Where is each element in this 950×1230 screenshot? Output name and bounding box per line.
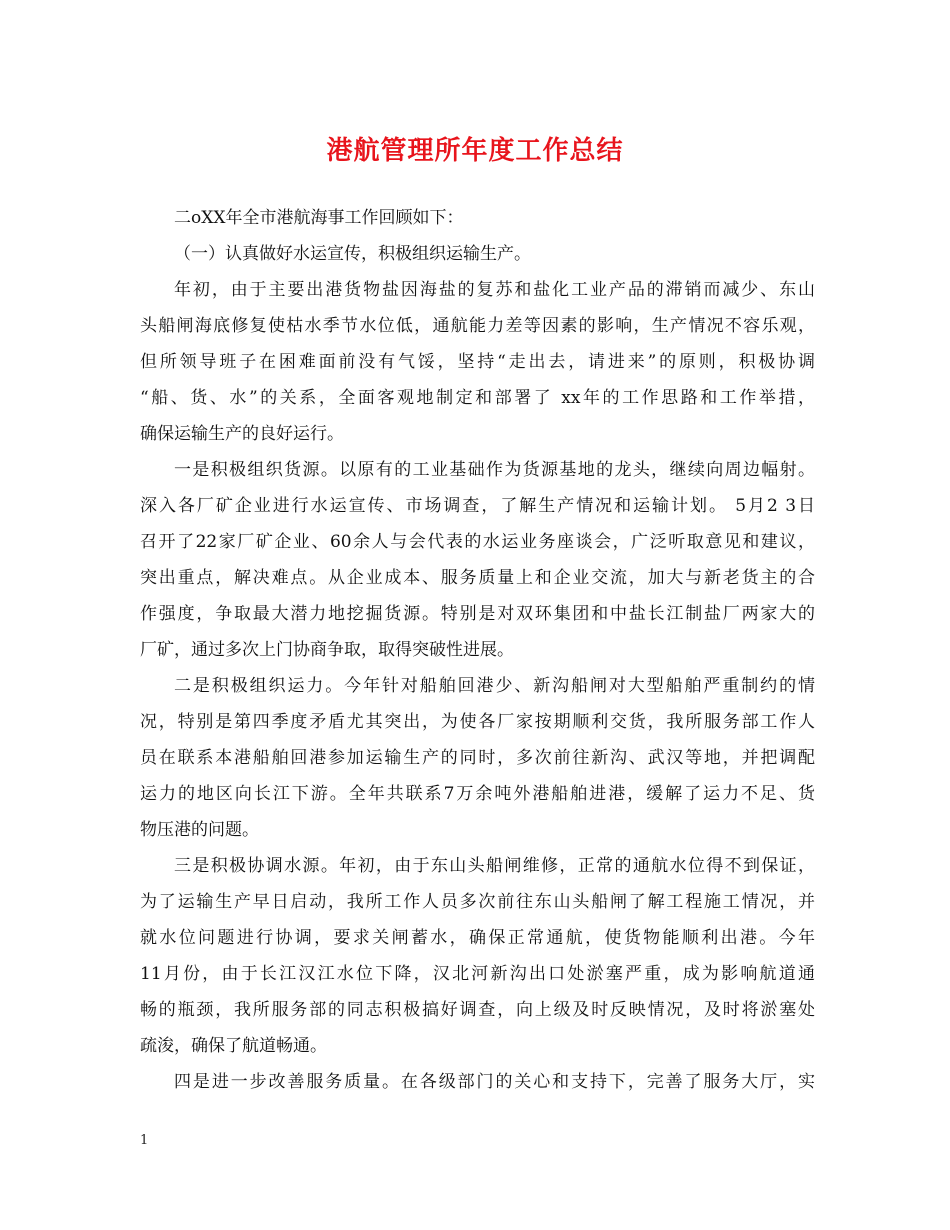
paragraph-line: 突出重点，解决难点。从企业成本、服务质量上和企业交流，加大与新老货主的合 — [140, 568, 815, 588]
paragraph-line: 就水位问题进行协调，要求关闸蓄水，确保正常通航，使货物能顺利出港。今年 — [140, 928, 815, 948]
paragraph-line: 运力的地区向长江下游。全年共联系7万余吨外港船舶进港，缓解了运力不足、货 — [140, 784, 815, 804]
paragraph-line: 二是积极组织运力。今年针对船舶回港少、新沟船闸对大型船舶严重制约的情 — [174, 676, 815, 696]
paragraph-line: 头船闸海底修复使枯水季节水位低，通航能力差等因素的影响，生产情况不容乐观， — [140, 316, 815, 336]
paragraph-line: 深入各厂矿企业进行水运宣传、市场调查，了解生产情况和运输计划。 5月2 3日 — [140, 496, 815, 516]
page-number: 1 — [140, 1133, 149, 1148]
paragraph-line: 11月份，由于长江汉江水位下降，汉北河新沟出口处淤塞严重，成为影响航道通 — [140, 964, 815, 984]
paragraph-line: 确保运输生产的良好运行。 — [140, 424, 344, 444]
paragraph-line: 为了运输生产早日启动，我所工作人员多次前往东山头船闸了解工程施工情况，并 — [140, 892, 815, 912]
paragraph-line: 年初，由于主要出港货物盐因海盐的复苏和盐化工业产品的滞销而减少、东山 — [174, 280, 815, 300]
paragraph-line: 畅的瓶颈，我所服务部的同志积极搞好调查，向上级及时反映情况，及时将淤塞处 — [140, 1000, 815, 1020]
paragraph-line: 厂矿，通过多次上门协商争取，取得突破性进展。 — [140, 640, 514, 660]
paragraph-line: 疏浚，确保了航道畅通。 — [140, 1036, 327, 1056]
paragraph-line: 二oXX年全市港航海事工作回顾如下： — [174, 208, 464, 228]
paragraph-line: 员在联系本港船舶回港参加运输生产的同时，多次前往新沟、武汉等地，并把调配 — [140, 748, 815, 768]
paragraph-line: 但所领导班子在困难面前没有气馁，坚持“走出去，请进来”的原则，积极协调 — [140, 352, 815, 372]
paragraph-line: “船、货、水”的关系，全面客观地制定和部署了 xx年的工作思路和工作举措， — [140, 388, 815, 408]
paragraph-line: （一）认真做好水运宣传，积极组织运输生产。 — [174, 244, 531, 264]
document-body — [140, 200, 815, 1100]
paragraph-line: 况，特别是第四季度矛盾尤其突出，为使各厂家按期顺利交货，我所服务部工作人 — [140, 712, 815, 732]
paragraph-line: 召开了22家厂矿企业、60余人与会代表的水运业务座谈会，广泛听取意见和建议， — [140, 532, 815, 552]
paragraph-line: 四是进一步改善服务质量。在各级部门的关心和支持下，完善了服务大厅，实 — [174, 1072, 815, 1092]
paragraph-line: 作强度，争取最大潜力地挖掘货源。特别是对双环集团和中盐长江制盐厂两家大的 — [140, 604, 815, 624]
paragraph-line: 三是积极协调水源。年初，由于东山头船闸维修，正常的通航水位得不到保证， — [174, 856, 815, 876]
paragraph-line: 物压港的问题。 — [140, 820, 259, 840]
paragraph-line: 一是积极组织货源。以原有的工业基础作为货源基地的龙头，继续向周边幅射。 — [174, 460, 815, 480]
document-title: 港航管理所年度工作总结 — [326, 136, 624, 166]
